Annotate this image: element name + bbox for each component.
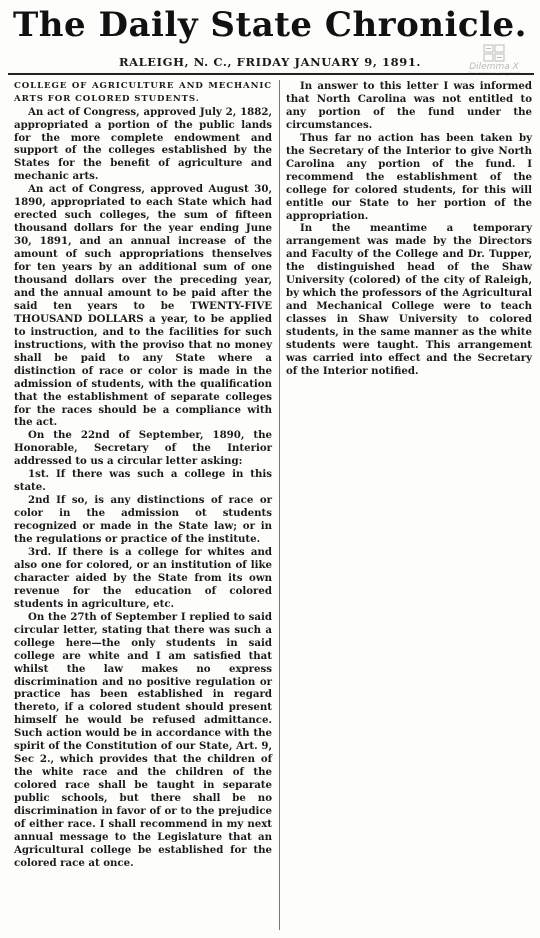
watermark-logo-icon [483,44,505,62]
paragraph: On the 22nd of September, 1890, the Honorable, Secretary of the Interior addressed to us a circular letter asking: [14,429,272,468]
article-column-left [14,80,272,870]
paragraph: In answer to this letter I was informed that North Carolina was not entitled to any portion of the fund under the circumstances. [286,80,532,131]
paragraph: 3rd. If there is a college for whites and also one for colored, or an institution of like character aided by the State from its own revenue for the education of colored students in agriculture, etc. [14,546,272,610]
dateline: RALEIGH, N. C., FRIDAY JANUARY 9, 1891. [118,55,422,69]
column-divider [279,80,280,930]
masthead-rule [8,73,534,75]
newspaper-title: The Daily State Chronicle. [13,5,527,45]
paragraph: Thus far no action has been taken by the Secretary of the Interior to give North Carolina any portion of the fund. I recommend the establishment of the college for colored students, for this will entitle our State to her portion of the appropriation. [286,131,532,222]
paragraph: An act of Congress, approved August 30, 1890, appropriated to each State which had erected such colleges, the sum of fifteen thousand dollars for the year ending June 30, 1891, and an annual increase of the amount of such appropriations thenselves for ten years by an additional sum of one thousand dollars over the preceding year, and the annual amount to be paid after the said ten years to be TWENTY-FIVE THOUSAND DOLLARS a year, to be applied to instruction, and to the facilities for such instructions, with the proviso that no money shall be paid to any State where a distinction of race or color is made in the admission of students, with the qualification that the establishment of separate colleges for the races should be a compliance with the act. [14,183,272,429]
watermark-text: Dilemma X [469,62,519,72]
paragraph: In the meantime a temporary arrangement was made by the Directors and Faculty of the College and Dr. Tupper, the distinguished head of the Shaw University (colored) of the city of Raleigh, by which the professors of the Agricultural and Mechanical College were to teach classes in Shaw University to colored students, in the same manner as the white students were taught. This arrangement was carried into effect and the Secretary of the Interior notified. [286,222,532,377]
paragraph: On the 27th of September I replied to said circular letter, stating that there was such a college here—the only students in said college are white and I am satisfied that whilst the law makes no express discrimination and no positive regulation or practice has been established in regard thereto, if a colored student should present himself he would be refused admittance. Such action would be in accordance with the spirit of the Constitution of our State, Art. 9, Sec 2., which provides that the children of the white race and the children of the colored race shall be taught in separate public schools, but there shall be no discrimination in favor of or to the prejudice of either race. I shall recommend in my next annual message to the Legislature that an Agricultural college be established for the colored race at once. [14,610,272,869]
article-column-right [286,80,532,378]
paragraph: An act of Congress, approved July 2, 1882, appropriated a portion of the public lands for the more complete endowment and support of the colleges established by the States for the benefit of agriculture and mechanic arts. [14,105,272,183]
paragraph: 1st. If there was such a college in this state. [14,468,272,494]
article-headline: COLLEGE OF AGRICULTURE AND MECHANIC ARTS FOR COLORED STUDENTS. [14,81,272,104]
paragraph: 2nd If so, is any distinctions of race or color in the admission ot students recognized or made in the State law; or in the regulations or practice of the institute. [14,494,272,546]
